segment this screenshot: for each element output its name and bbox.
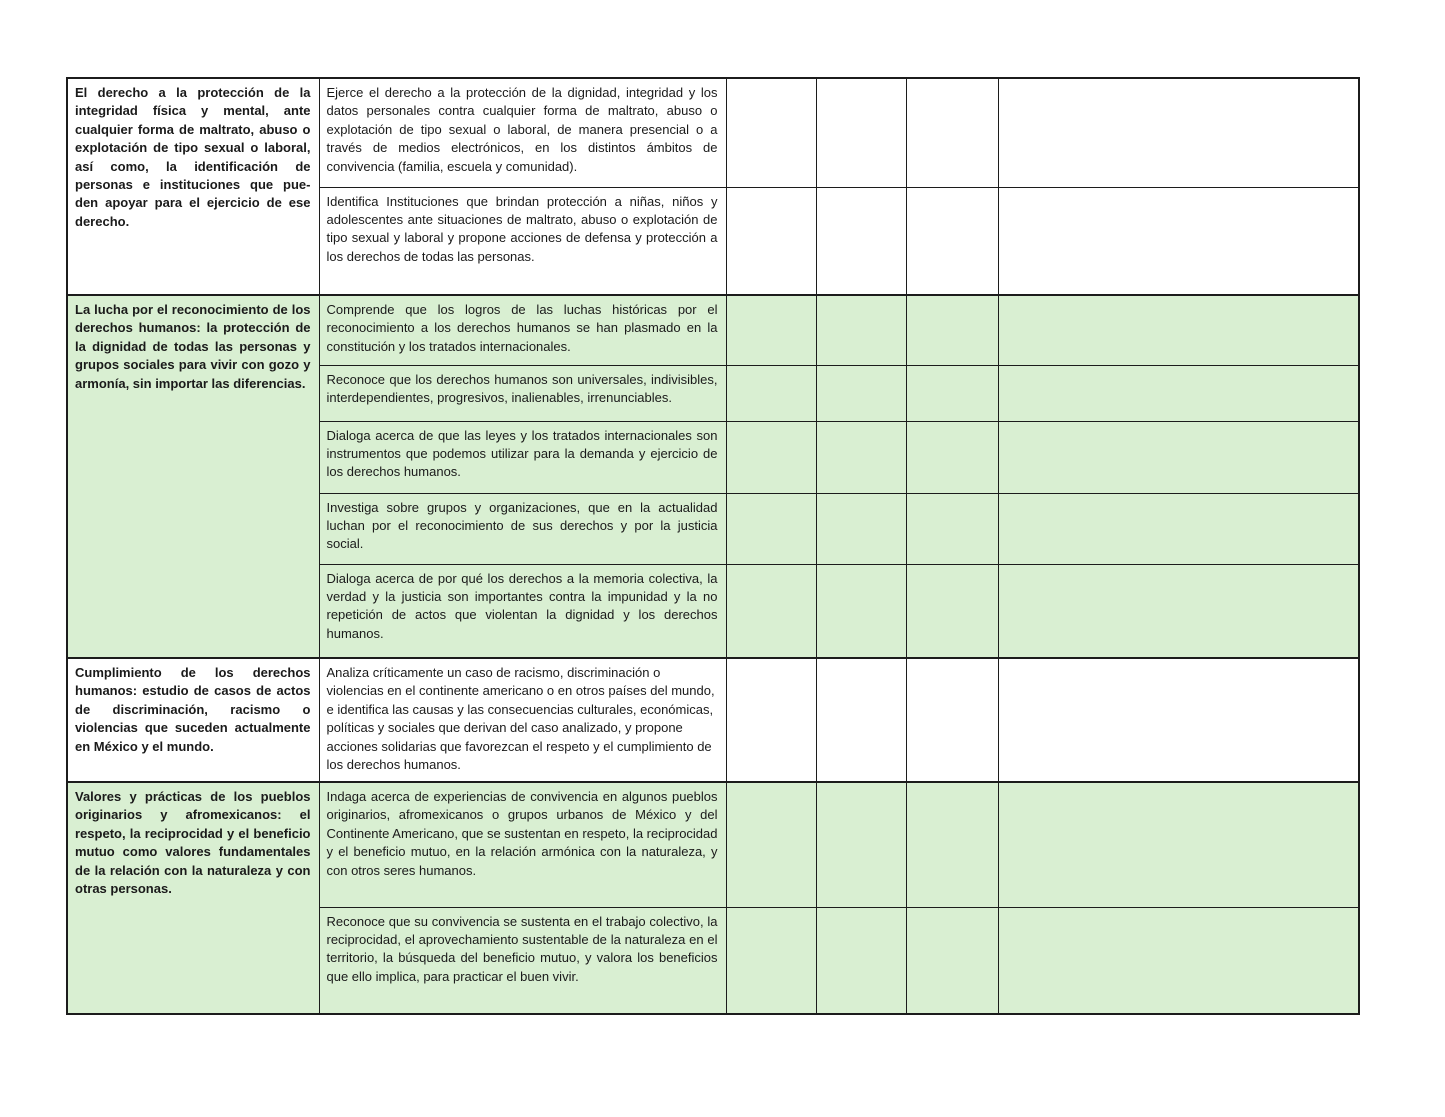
- tema-cell: Valores y prácticas de los pueblos originarios y afromexicanos: el respeto, la reciprocidad y el beneficio mutuo como valores fundamentales de la relación con la naturaleza y con otras personas.: [67, 782, 319, 1014]
- table-row: [67, 295, 1359, 365]
- curriculum-table: [66, 77, 1360, 1015]
- empty-cell: [998, 365, 1359, 421]
- empty-cell: [906, 187, 998, 295]
- empty-cell: [998, 564, 1359, 658]
- tema-cell: La lucha por el reconocimiento de los derechos humanos: la protección de la dignidad de todas las personas y grupos sociales para vivir con gozo y armonía, sin importar las diferencias.: [67, 295, 319, 658]
- proceso-cell: Reconoce que los derechos humanos son universales, indivisibles, interdependientes, progresivos, inalienables, irrenunciables.: [319, 365, 726, 421]
- empty-cell: [726, 187, 816, 295]
- empty-cell: [726, 365, 816, 421]
- proceso-cell: Comprende que los logros de las luchas históricas por el reconocimiento a los derechos humanos se han plasmado en la constitución y los tratados internacionales.: [319, 295, 726, 365]
- table-row: [67, 658, 1359, 782]
- empty-cell: [906, 365, 998, 421]
- empty-cell: [906, 564, 998, 658]
- proceso-cell: Investiga sobre grupos y organizaciones, que en la actualidad luchan por el reconocimiento de sus derechos y por la justicia social.: [319, 493, 726, 564]
- proceso-cell: Reconoce que su convivencia se sustenta en el trabajo colectivo, la reciprocidad, el aprovechamiento sustentable de la naturaleza en el territorio, la búsqueda del beneficio mutuo, y valora los beneficios que ello implica, para practicar el buen vivir.: [319, 907, 726, 1014]
- empty-cell: [816, 187, 906, 295]
- empty-cell: [906, 493, 998, 564]
- table-row: [67, 78, 1359, 187]
- empty-cell: [816, 295, 906, 365]
- empty-cell: [726, 564, 816, 658]
- proceso-cell: Identifica Instituciones que brindan protección a niñas, niños y adolescentes ante situaciones de maltrato, abuso o explotación de tipo sexual y laboral y propone acciones de defensa y protección a los derechos de todas las personas.: [319, 187, 726, 295]
- empty-cell: [998, 78, 1359, 187]
- empty-cell: [726, 295, 816, 365]
- table-row: [67, 782, 1359, 907]
- empty-cell: [726, 78, 816, 187]
- empty-cell: [906, 421, 998, 493]
- empty-cell: [816, 782, 906, 907]
- tema-cell: El derecho a la protección de la integridad física y mental, ante cualquier forma de maltrato, abuso o explotación de tipo sexual o laboral, así como, la identificación de personas e instituciones que pue- den apoyar para el ejercicio de ese derecho.: [67, 78, 319, 295]
- empty-cell: [726, 421, 816, 493]
- empty-cell: [816, 907, 906, 1014]
- empty-cell: [906, 907, 998, 1014]
- empty-cell: [816, 658, 906, 782]
- empty-cell: [998, 421, 1359, 493]
- proceso-cell: Ejerce el derecho a la protección de la dignidad, integridad y los datos personales contra cualquier forma de maltrato, abuso o explotación de tipo sexual o laboral, de manera presencial o a través de medios electrónicos, en los distintos ámbitos de convivencia (familia, escuela y comunidad).: [319, 78, 726, 187]
- proceso-cell: Indaga acerca de experiencias de convivencia en algunos pueblos originarios, afromexicanos o grupos urbanos de México y del Continente Americano, que se sustentan en respeto, la reciprocidad y el beneficio mutuo, en la relación armónica con la naturaleza, y con otros seres humanos.: [319, 782, 726, 907]
- proceso-cell: Dialoga acerca de por qué los derechos a la memoria colectiva, la verdad y la justicia son importantes contra la impunidad y la no repetición de actos que violentan la dignidad y los derechos humanos.: [319, 564, 726, 658]
- empty-cell: [816, 421, 906, 493]
- empty-cell: [998, 782, 1359, 907]
- empty-cell: [998, 493, 1359, 564]
- empty-cell: [816, 564, 906, 658]
- empty-cell: [726, 493, 816, 564]
- tema-cell: Cumplimiento de los derechos humanos: estudio de casos de actos de discriminación, racismo o violencias que suceden actualmente en México y el mundo.: [67, 658, 319, 782]
- empty-cell: [906, 782, 998, 907]
- empty-cell: [906, 78, 998, 187]
- empty-cell: [726, 658, 816, 782]
- proceso-cell: Dialoga acerca de que las leyes y los tratados internacionales son instrumentos que podemos utilizar para la demanda y ejercicio de los derechos humanos.: [319, 421, 726, 493]
- empty-cell: [998, 907, 1359, 1014]
- empty-cell: [906, 295, 998, 365]
- empty-cell: [816, 493, 906, 564]
- empty-cell: [726, 782, 816, 907]
- empty-cell: [726, 907, 816, 1014]
- empty-cell: [906, 658, 998, 782]
- empty-cell: [998, 295, 1359, 365]
- empty-cell: [816, 365, 906, 421]
- empty-cell: [998, 658, 1359, 782]
- empty-cell: [816, 78, 906, 187]
- proceso-cell: Analiza críticamente un caso de racismo, discriminación o violencias en el continente americano o en otros países del mundo, e identifica las causas y las consecuencias culturales, económicas, políticas y sociales que derivan del caso analizado, y propone acciones solidarias que favorezcan el respeto y el cumplimiento de los derechos humanos.: [319, 658, 726, 782]
- empty-cell: [998, 187, 1359, 295]
